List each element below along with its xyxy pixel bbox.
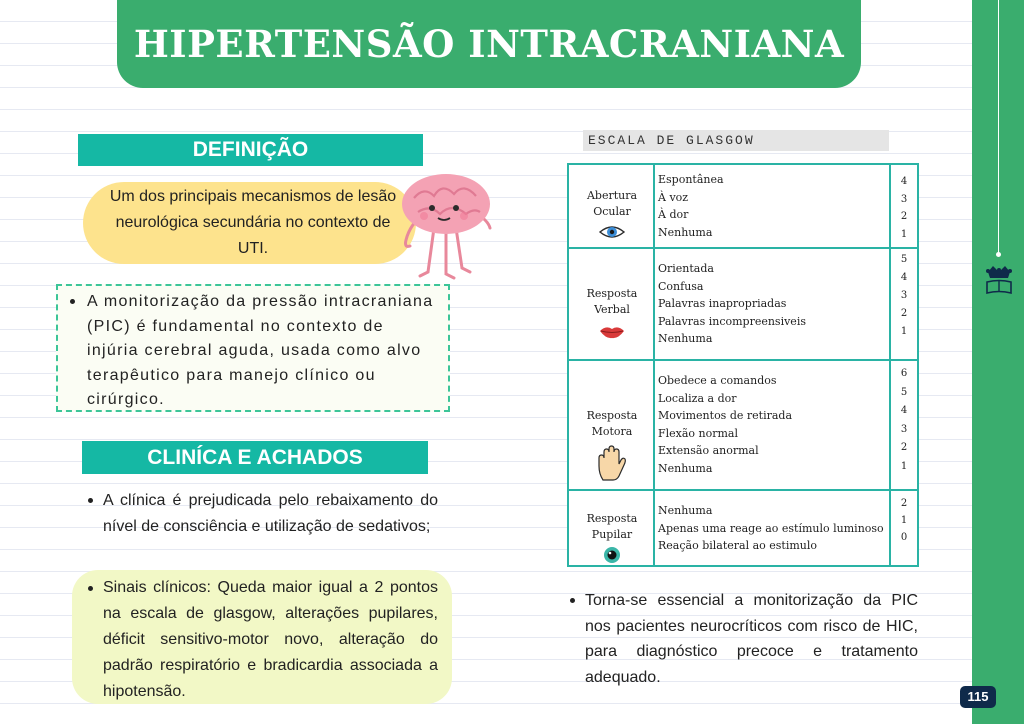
glasgow-scores-verbal — [893, 251, 915, 341]
clinical-header: CLINÍCA E ACHADOS — [82, 441, 428, 474]
glasgow-scores-ocular — [893, 173, 915, 243]
category-line: Abertura — [586, 189, 638, 202]
score-item: 5 — [900, 254, 908, 265]
category-line: Resposta — [586, 409, 638, 422]
glasgow-responses-ocular — [658, 171, 724, 241]
definition-header: DEFINIÇÃO — [78, 134, 423, 166]
table-divider — [889, 165, 891, 565]
category-line: Verbal — [594, 303, 630, 316]
sidebar-line — [998, 0, 999, 255]
page-number: 115 — [960, 686, 996, 708]
glasgow-category-ocular — [569, 188, 655, 220]
glasgow-category-verbal — [569, 286, 655, 318]
glasgow-responses-pupilar — [658, 502, 884, 555]
score-item: 3 — [900, 290, 908, 301]
response-item: Movimentos de retirada — [658, 409, 792, 422]
table-divider — [569, 247, 917, 249]
clinical-bullet-2: Sinais clínicos: Queda maior igual a 2 pontos na escala de glasgow, alterações pupilares, déficit sensitivo-motor novo, alteração do padrão respiratório e bradicardia associada a hipotensão. — [103, 579, 438, 700]
glasgow-table — [567, 163, 919, 567]
response-item: À dor — [658, 208, 689, 221]
table-divider — [653, 165, 655, 565]
score-item: 2 — [900, 442, 908, 453]
bullet-dot — [70, 299, 75, 304]
bullet-dot — [570, 598, 575, 603]
response-item: Confusa — [658, 279, 704, 293]
score-item: 3 — [900, 193, 908, 205]
score-item: 1 — [900, 460, 908, 472]
response-item: Palavras inapropriadas — [658, 297, 787, 310]
score-item: 1 — [900, 228, 908, 240]
bullet-dot — [88, 498, 93, 503]
glasgow-header: ESCALA DE GLASGOW — [588, 133, 755, 148]
sidebar-dot — [996, 252, 1001, 257]
score-item: 3 — [900, 423, 908, 435]
score-item: 2 — [900, 498, 908, 509]
response-item: Localiza a dor — [658, 391, 737, 405]
category-line: Pupilar — [591, 528, 633, 541]
category-line: Resposta — [586, 512, 638, 525]
response-item: Espontânea — [658, 173, 724, 186]
response-item: Orientada — [658, 262, 714, 275]
glasgow-scores-motora — [893, 365, 915, 476]
brain-mascot-icon — [394, 168, 498, 288]
mouth-icon — [599, 325, 625, 339]
crown-book-icon — [984, 262, 1014, 296]
response-item: Nenhuma — [658, 225, 713, 239]
response-item: Nenhuma — [658, 461, 713, 475]
response-item: Apenas uma reage ao estímulo luminoso — [658, 521, 884, 535]
clinical-bullet-1: A clínica é prejudicada pelo rebaixamento do nível de consciência e utilização de sedativos; — [103, 492, 438, 535]
pupil-icon — [603, 546, 621, 564]
definition-summary: Um dos principais mecanismos de lesão neurológica secundária no contexto de UTI. — [109, 188, 397, 257]
bullet-dot — [88, 586, 93, 591]
response-item: À voz — [658, 190, 689, 204]
response-item: Obedece a comandos — [658, 374, 777, 387]
category-line: Resposta — [586, 287, 638, 300]
score-item: 5 — [900, 386, 908, 398]
glasgow-category-motora — [569, 408, 655, 440]
score-item: 1 — [900, 326, 908, 337]
pic-monitoring-text: A monitorização da pressão intracraniana (PIC) é fundamental no contexto de injúria cerebral aguda, usada como alvo terapêutico para manejo clínico ou cirúrgico. — [87, 293, 434, 408]
response-item: Flexão normal — [658, 426, 739, 440]
table-divider — [569, 489, 917, 491]
conclusion-text: Torna-se essencial a monitorização da PIC nos pacientes neurocríticos com risco de HIC, para diagnóstico precoce e tratamento adequado. — [585, 592, 918, 686]
score-item: 4 — [900, 405, 908, 416]
hand-icon — [595, 444, 627, 482]
score-item: 1 — [900, 515, 908, 526]
table-divider — [569, 359, 917, 361]
glasgow-category-pupilar — [569, 511, 655, 543]
score-item: 0 — [900, 532, 908, 543]
score-item: 2 — [900, 308, 908, 319]
response-item: Reação bilateral ao estimulo — [658, 539, 818, 552]
glasgow-responses-verbal — [658, 260, 806, 348]
glasgow-responses-motora — [658, 372, 792, 477]
page-title: HIPERTENSÃO INTRACRANIANA — [133, 22, 845, 66]
category-line: Ocular — [593, 205, 631, 218]
eye-icon — [599, 224, 625, 240]
response-item: Extensão anormal — [658, 444, 759, 457]
title-banner — [117, 0, 861, 88]
category-line: Motora — [591, 425, 633, 438]
response-item: Nenhuma — [658, 504, 713, 517]
response-item: Palavras incompreensiveis — [658, 314, 806, 328]
glasgow-scores-pupilar — [893, 495, 915, 546]
score-item: 4 — [900, 176, 908, 187]
score-item: 6 — [900, 368, 908, 379]
response-item: Nenhuma — [658, 332, 713, 345]
score-item: 4 — [900, 272, 908, 283]
score-item: 2 — [900, 211, 908, 222]
